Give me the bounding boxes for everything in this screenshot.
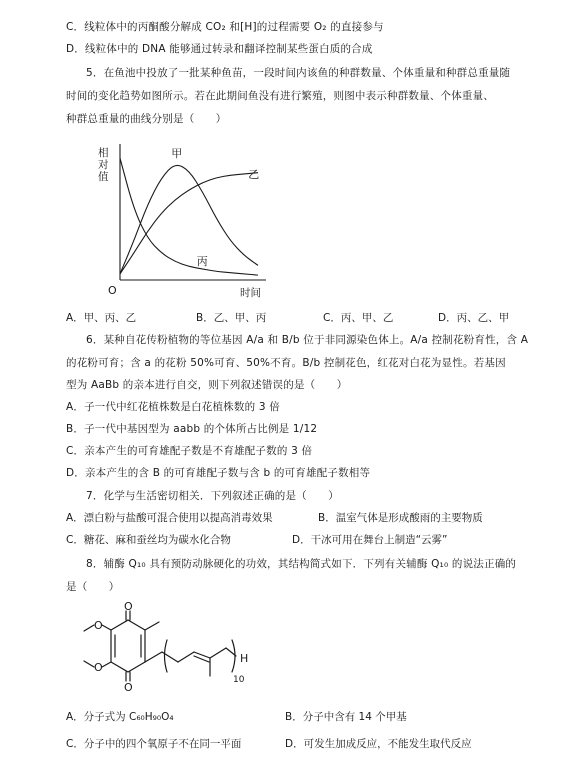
- coenzyme-q10-structure: [66, 600, 296, 704]
- q6-option-d[interactable]: D．亲本产生的含 B 的可育雄配子数与含 b 的可育雄配子数相等: [66, 467, 371, 479]
- y-axis-label-char: 相: [98, 147, 109, 159]
- q8-option-d[interactable]: D．可发生加成反应，不能发生取代反应: [285, 738, 472, 750]
- q5-stem-line1: 5．在鱼池中投放了一批某种鱼苗，一段时间内该鱼的种群数量、个体重量和种群总重量随: [86, 67, 511, 79]
- q7-option-b[interactable]: B．温室气体是形成酸雨的主要物质: [318, 512, 483, 524]
- repeat-subscript: 10: [233, 675, 245, 685]
- chain-bond: [178, 652, 194, 662]
- oxygen-label-bottom: O: [124, 681, 133, 694]
- q8-option-a[interactable]: A．分子式为 C₆₀H₉₀O₄: [66, 711, 174, 723]
- series-label-1: 甲: [171, 146, 183, 160]
- oxygen-label-top: O: [124, 600, 133, 613]
- q5-option-d[interactable]: D．丙、乙、甲: [438, 312, 510, 324]
- x-axis-label: 时间: [240, 287, 261, 299]
- ring-bond: [128, 662, 145, 672]
- q5-stem-line3: 种群总重量的曲线分别是（ ）: [66, 113, 227, 125]
- q5-option-b[interactable]: B．乙、甲、丙: [196, 312, 267, 324]
- series-line-1: [120, 165, 258, 273]
- q7-option-d[interactable]: D．干冰可用在舞台上制造“云雾”: [292, 534, 448, 546]
- ring-bond: [128, 620, 145, 630]
- oxygen-label-methoxy1: O: [94, 619, 103, 632]
- methoxy-bond: [84, 625, 94, 631]
- methoxy-bond: [84, 661, 94, 667]
- ring-bond: [111, 620, 128, 630]
- right-bracket: [232, 640, 235, 672]
- q4-option-d: D．线粒体中的 DNA 能够通过转录和翻译控制某些蛋白质的合成: [66, 43, 373, 55]
- q5-curve-chart: [96, 140, 271, 308]
- methyl-bond: [145, 622, 159, 630]
- q6-stem-line3: 型为 AaBb 的亲本进行自交，则下列叙述错误的是（ ）: [66, 379, 348, 391]
- q8-option-b[interactable]: B．分子中含有 14 个甲基: [285, 711, 407, 723]
- methoxy-bond: [102, 625, 111, 630]
- series-label-2: 乙: [248, 167, 260, 181]
- q8-stem-line2: 是（ ）: [66, 581, 120, 593]
- q8-option-c[interactable]: C．分子中的四个氧原子不在同一平面: [66, 738, 242, 750]
- q6-option-b[interactable]: B．子一代中基因型为 aabb 的个体所占比例是 1/12: [66, 423, 318, 435]
- q6-stem-line1: 6．某种自花传粉植物的等位基因 A/a 和 B/b 位于非同源染色体上。A/a 控制花粉育性，含 A: [86, 334, 529, 346]
- left-bracket: [165, 640, 168, 672]
- q7-stem: 7．化学与生活密切相关．下列叙述正确的是（ ）: [86, 490, 339, 502]
- q5-option-a[interactable]: A．甲、丙、乙: [66, 312, 137, 324]
- q4-option-c: C．线粒体中的丙酮酸分解成 CO₂ 和[H]的过程需要 O₂ 的直接参与: [66, 21, 384, 33]
- q5-option-c[interactable]: C．丙、甲、乙: [323, 312, 394, 324]
- y-axis-label-char: 值: [98, 171, 109, 183]
- q6-stem-line2: 的花粉可育；含 a 的花粉 50%可育、50%不育。B/b 控制花色，红花对白花为显性。若基因: [66, 357, 506, 369]
- q5-stem-line2: 时间的变化趋势如图所示。若在此期间鱼没有进行繁殖，则图中表示种群数量、个体重量、: [66, 90, 494, 102]
- hydrogen-label: H: [240, 652, 249, 665]
- q7-option-c[interactable]: C．糖花、麻和蚕丝均为碳水化合物: [66, 534, 231, 546]
- methoxy-bond: [102, 662, 111, 667]
- q6-option-a[interactable]: A．子一代中红花植株数是白花植株数的 3 倍: [66, 401, 280, 413]
- y-axis-label-char: 对: [98, 159, 109, 171]
- oxygen-label-methoxy2: O: [94, 661, 103, 674]
- q7-option-a[interactable]: A．漂白粉与盐酸可混合使用以提高消毒效果: [66, 512, 273, 524]
- series-line-3: [120, 158, 258, 275]
- chain-bond: [145, 652, 162, 662]
- ring-bond: [111, 662, 128, 672]
- chain-bond: [210, 648, 226, 658]
- origin-label: O: [108, 284, 117, 297]
- q6-option-c[interactable]: C．亲本产生的可育雄配子数是不育雄配子数的 3 倍: [66, 445, 313, 457]
- q8-stem-line1: 8．辅酶 Q₁₀ 具有预防动脉硬化的功效，其结构简式如下．下列有关辅酶 Q₁₀ 的说法正确的: [86, 558, 517, 570]
- series-label-3: 丙: [196, 255, 208, 269]
